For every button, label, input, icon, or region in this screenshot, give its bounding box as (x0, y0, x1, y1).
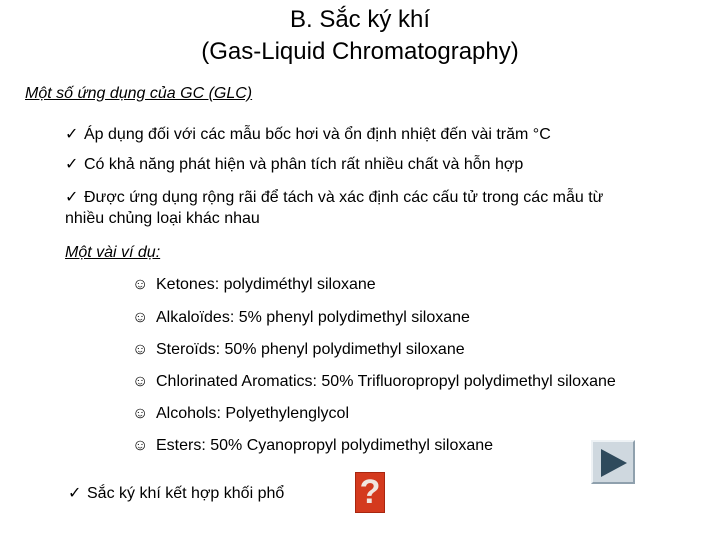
question-button[interactable] (355, 472, 385, 513)
check-item-gcms (68, 483, 284, 504)
page-subtitle: (Gas-Liquid Chromatography) (201, 38, 519, 65)
check-icon: ✓ (65, 189, 79, 206)
question-icon: ? (359, 473, 381, 511)
example-text: Alkaloïdes: 5% phenyl polydimethyl siloxane (156, 309, 470, 326)
example-item-2 (132, 307, 470, 328)
smiley-icon: ☺ (132, 373, 149, 390)
check-item-3 (65, 187, 603, 208)
check-item-text: Áp dụng đối với các mẫu bốc hơi và ổn định nhiệt đến vài trăm °C (84, 126, 551, 143)
smiley-icon: ☺ (132, 341, 149, 358)
example-text: Steroïds: 50% phenyl polydimethyl siloxane (156, 341, 465, 358)
example-item-3 (132, 339, 465, 360)
check-item-3-continued: nhiều chủng loại khác nhau (65, 210, 260, 227)
check-icon: ✓ (65, 156, 79, 173)
play-icon (599, 447, 629, 479)
section-heading-applications: Một số ứng dụng của GC (GLC) (25, 85, 253, 102)
example-item-5 (132, 403, 349, 424)
example-text: Ketones: polydiméthyl siloxane (156, 276, 376, 293)
smiley-icon: ☺ (132, 437, 149, 454)
check-item-text: Sắc ký khí kết hợp khối phổ (87, 485, 285, 502)
example-item-6 (132, 435, 493, 456)
check-icon: ✓ (65, 126, 79, 143)
next-slide-button[interactable] (591, 440, 635, 484)
check-item-1 (65, 124, 551, 145)
example-text: Alcohols: Polyethylenglycol (156, 405, 349, 422)
example-item-4 (132, 371, 616, 392)
section-heading-examples: Một vài ví dụ: (65, 244, 161, 261)
check-item-text: Có khả năng phát hiện và phân tích rất nhiều chất và hỗn hợp (84, 156, 524, 173)
smiley-icon: ☺ (132, 405, 149, 422)
check-item-2 (65, 154, 523, 175)
example-item-1 (132, 274, 376, 295)
check-icon: ✓ (68, 485, 82, 502)
smiley-icon: ☺ (132, 309, 149, 326)
smiley-icon: ☺ (132, 276, 149, 293)
page-title: B. Sắc ký khí (289, 6, 431, 33)
example-text: Chlorinated Aromatics: 50% Trifluoropropyl polydimethyl siloxane (156, 373, 616, 390)
check-item-text: Được ứng dụng rộng rãi để tách và xác định các cấu tử trong các mẫu từ (84, 189, 604, 206)
example-text: Esters: 50% Cyanopropyl polydimethyl siloxane (156, 437, 494, 454)
